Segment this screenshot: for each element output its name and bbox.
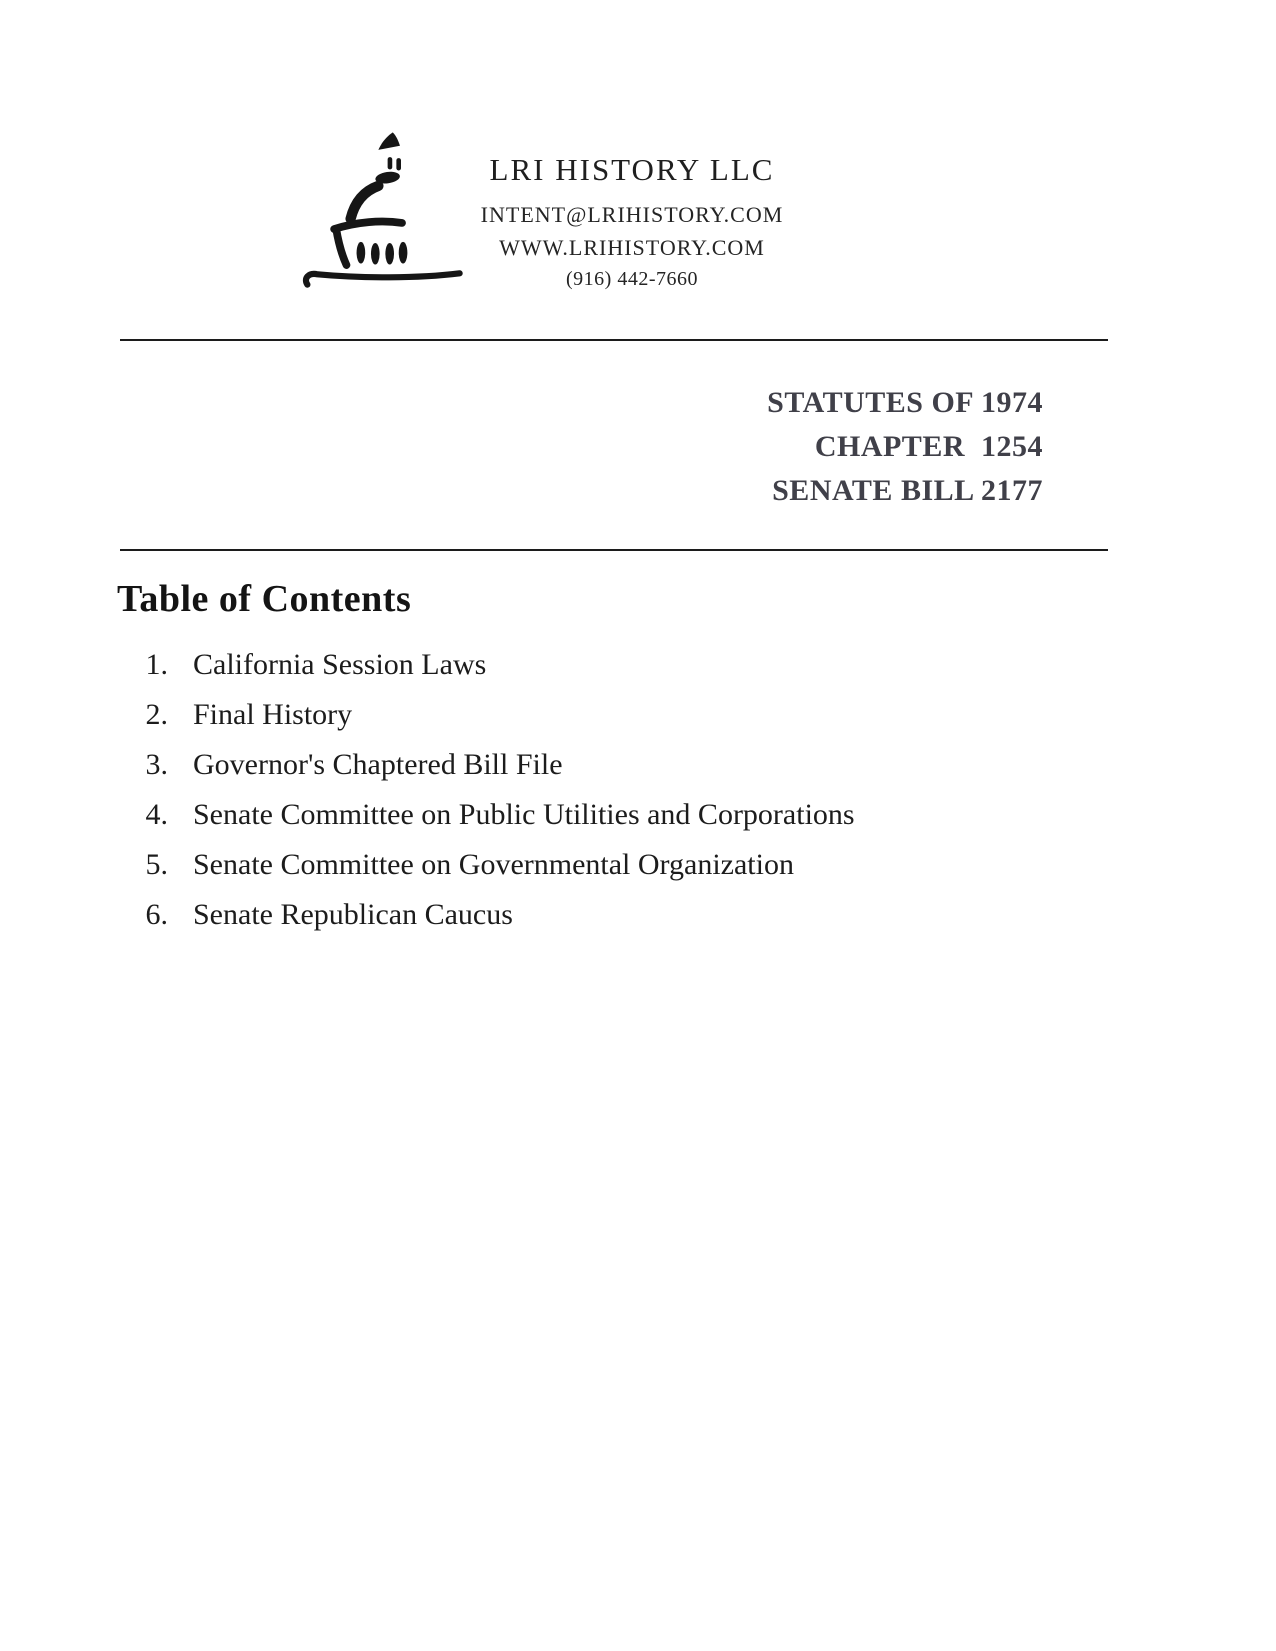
toc-item	[126, 698, 855, 748]
toc-item-label: Senate Committee on Governmental Organization	[193, 848, 794, 881]
toc-item-number: 1.	[145, 648, 168, 681]
toc-item	[126, 848, 855, 898]
divider-bottom	[120, 549, 1108, 551]
divider-top	[120, 339, 1108, 341]
statute-reference	[767, 381, 1043, 513]
toc-item	[126, 648, 855, 698]
company-phone: (916) 442-7660	[566, 268, 698, 290]
toc-item-label: California Session Laws	[193, 648, 487, 681]
toc-item	[126, 898, 855, 948]
toc-item-number: 5.	[145, 848, 168, 881]
toc-item-number: 4.	[145, 798, 168, 831]
company-website: WWW.LRIHISTORY.COM	[499, 235, 765, 260]
senate-bill-line: SENATE BILL 2177	[772, 474, 1043, 507]
chapter-line: CHAPTER 1254	[814, 430, 1043, 463]
toc-item-label: Senate Republican Caucus	[193, 898, 513, 931]
toc-item-number: 3.	[145, 748, 168, 781]
company-name: LRI HISTORY LLC	[489, 152, 775, 187]
toc-item	[126, 748, 855, 798]
toc-item-label: Governor's Chaptered Bill File	[193, 748, 563, 781]
company-header	[432, 152, 832, 291]
statutes-line: STATUTES OF 1974	[767, 386, 1043, 419]
toc-item-label: Senate Committee on Public Utilities and Corporations	[193, 798, 855, 831]
toc-item-number: 6.	[145, 898, 168, 931]
toc-heading: Table of Contents	[117, 578, 412, 620]
toc-item-number: 2.	[145, 698, 168, 731]
toc-item	[126, 798, 855, 848]
toc-list	[126, 648, 855, 948]
company-email: INTENT@LRIHISTORY.COM	[480, 202, 784, 227]
toc-item-label: Final History	[193, 698, 353, 731]
